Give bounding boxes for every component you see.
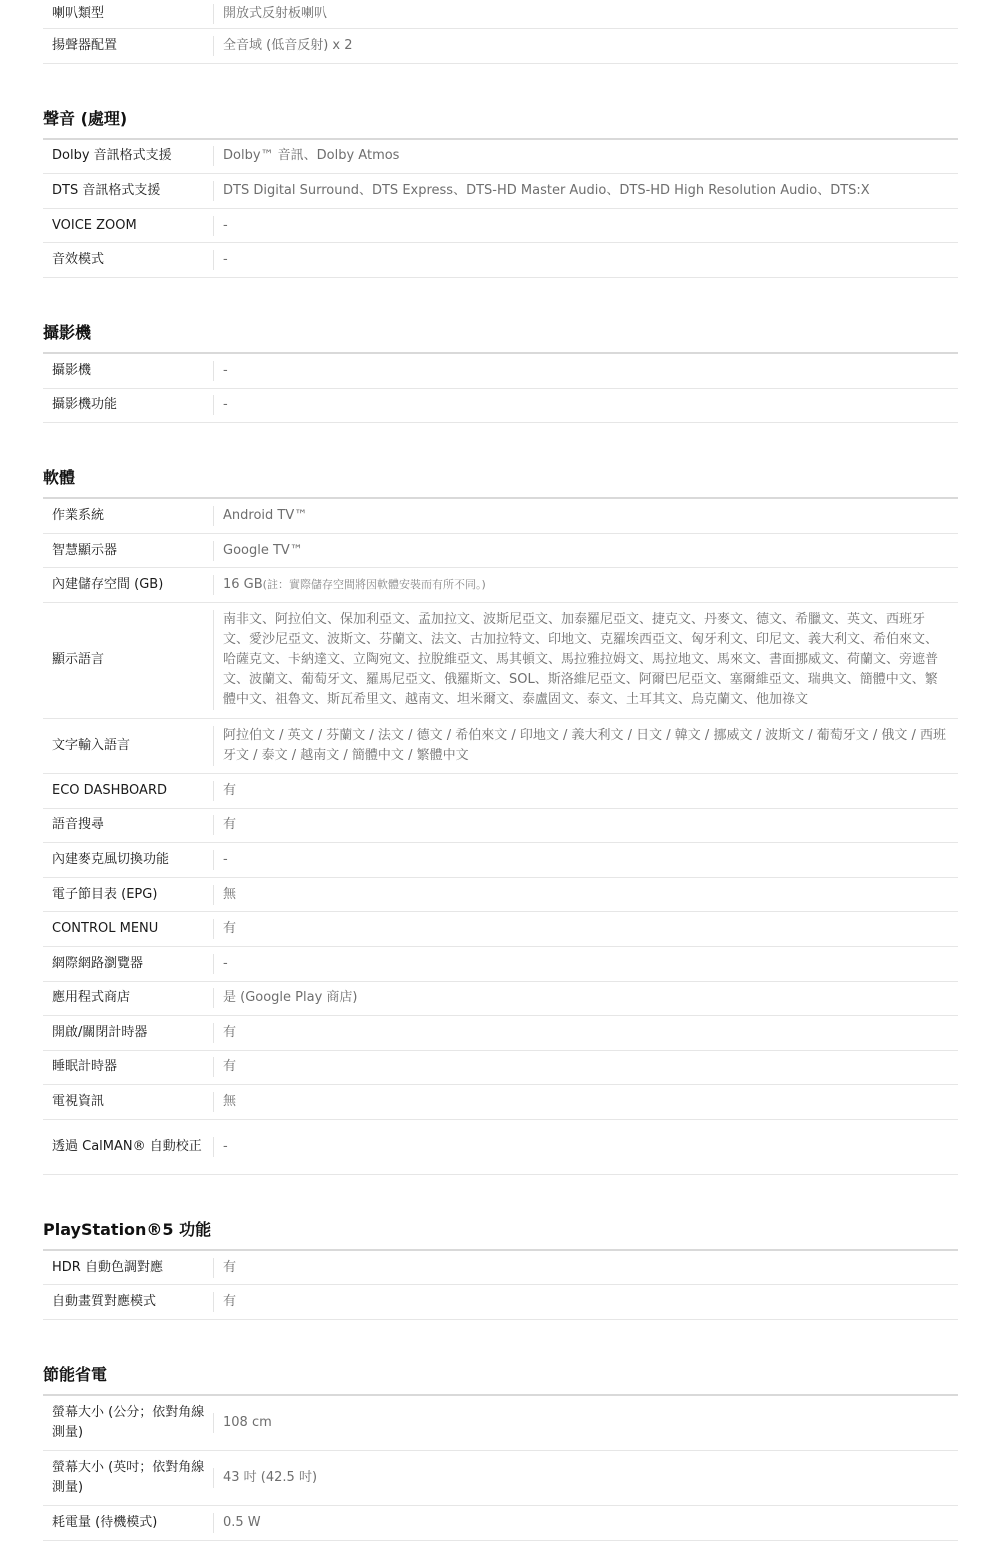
energy-section (43, 1356, 958, 1541)
spec-value: DTS Digital Surround、DTS Express、DTS-HD Master Audio、DTS-HD High Resolution Audio、DTS:X (213, 181, 958, 201)
spec-row (43, 209, 958, 244)
spec-row (43, 878, 958, 913)
spec-value: 無 (213, 885, 958, 905)
storage-note: (註：實際儲存空間將因軟體安裝而有所不同。) (262, 578, 486, 592)
spec-label: 揚聲器配置 (52, 37, 118, 53)
spec-value: 是 (Google Play 商店) (213, 988, 958, 1008)
spec-row (43, 568, 958, 603)
spec-label: Dolby 音訊格式支援 (52, 148, 172, 164)
spec-label: 睡眠計時器 (52, 1059, 118, 1075)
spec-value: 有 (213, 815, 958, 835)
spec-label: 攝影機功能 (52, 397, 118, 413)
spec-label: 內建儲存空間 (GB) (52, 577, 164, 593)
spec-label: 耗電量 (待機模式) (52, 1514, 158, 1530)
spec-row (43, 1251, 958, 1286)
section-title: PlayStation®5 功能 (43, 1219, 212, 1239)
spec-label: VOICE ZOOM (52, 217, 137, 233)
spec-value: 阿拉伯文 / 英文 / 芬蘭文 / 法文 / 德文 / 希伯來文 / 印地文 / 義大利文 / 日文 / 韓文 / 挪威文 / 波斯文 / 葡萄牙文 / 俄文 / 西班牙文 / 泰文 / 越南文 / 簡體中文 / 繁體中文 (213, 726, 958, 766)
spec-row (43, 1016, 958, 1051)
spec-value: 108 cm (213, 1413, 958, 1433)
spec-row (43, 499, 958, 534)
spec-value: 有 (213, 781, 958, 801)
spec-label: 開啟/關閉計時器 (52, 1024, 148, 1040)
spec-label: 內建麥克風切換功能 (52, 851, 170, 867)
spec-label: CONTROL MENU (52, 921, 159, 937)
spec-row (43, 29, 958, 64)
spec-row (43, 389, 958, 424)
spec-content (43, 0, 958, 1541)
software-table (43, 497, 958, 1175)
spec-value: 開放式反射板喇叭 (213, 4, 958, 24)
spec-row (43, 1396, 958, 1451)
spec-label: 攝影機 (52, 362, 92, 378)
spec-label: DTS 音訊格式支援 (52, 182, 161, 198)
spec-label: 作業系統 (52, 507, 105, 523)
spec-row (43, 0, 958, 29)
spec-label: 顯示語言 (52, 652, 105, 668)
spec-row (43, 243, 958, 278)
spec-value: - (213, 361, 958, 381)
spec-label: 透過 CalMAN® 自動校正 (52, 1138, 202, 1154)
spec-label: 喇叭類型 (52, 6, 105, 21)
spec-value (213, 575, 958, 595)
spec-label: 自動畫質對應模式 (52, 1294, 157, 1310)
spec-label: 語音搜尋 (52, 817, 105, 833)
spec-row (43, 1120, 958, 1175)
spec-value: 有 (213, 1057, 958, 1077)
spec-value: - (213, 250, 958, 270)
camera-section (43, 314, 958, 423)
spec-value: 0.5 W (213, 1513, 958, 1533)
spec-row (43, 1451, 958, 1506)
spec-row (43, 843, 958, 878)
spec-value: - (213, 216, 958, 236)
storage-value: 16 GB (223, 577, 263, 593)
section-title: 節能省電 (43, 1365, 108, 1385)
spec-label: 應用程式商店 (52, 990, 131, 1006)
sound-table (43, 138, 958, 278)
spec-label: ECO DASHBOARD (52, 782, 167, 798)
spec-label: 螢幕大小 (英吋；依對角線測量) (52, 1460, 205, 1496)
spec-label: 螢幕大小 (公分；依對角線測量) (52, 1405, 205, 1441)
spec-label: 文字輸入語言 (52, 737, 131, 753)
sound-section (43, 100, 958, 278)
spec-row (43, 534, 958, 569)
spec-value: Google TV™ (213, 541, 958, 561)
spec-row (43, 1285, 958, 1320)
software-section (43, 459, 958, 1175)
spec-value: 南非文、阿拉伯文、保加利亞文、孟加拉文、波斯尼亞文、加泰羅尼亞文、捷克文、丹麥文、德文、希臘文、英文、西班牙文、愛沙尼亞文、波斯文、芬蘭文、法文、古加拉特文、印地文、克羅埃西亞文、匈牙利文、印尼文、義大利文、希伯來文、哈薩克文、卡納達文、立陶宛文、拉脫維亞文、馬其頓文、馬拉雅拉姆文、馬拉地文、馬來文、書面挪威文、荷蘭文、旁遮普文、波蘭文、葡萄牙文、羅馬尼亞文、俄羅斯文、SOL、斯洛維尼亞文、阿爾巴尼亞文、塞爾維亞文、瑞典文、簡體中文、繁體中文、祖魯文、斯瓦希里文、越南文、坦米爾文、泰盧固文、泰文、土耳其文、烏克蘭文、他加祿文 (213, 610, 958, 710)
spec-label: 智慧顯示器 (52, 542, 118, 558)
section-title: 聲音 (處理) (43, 108, 128, 128)
spec-row (43, 140, 958, 175)
spec-value: - (213, 850, 958, 870)
section-title: 軟體 (43, 468, 76, 488)
spec-row (43, 174, 958, 209)
speaker-table (43, 0, 958, 64)
spec-value: - (213, 954, 958, 974)
spec-value: 有 (213, 1023, 958, 1043)
spec-label: 音效模式 (52, 252, 105, 268)
spec-row (43, 809, 958, 844)
spec-row (43, 912, 958, 947)
spec-value: 有 (213, 1292, 958, 1312)
spec-row (43, 719, 958, 774)
section-title: 攝影機 (43, 322, 92, 342)
spec-value: - (213, 395, 958, 415)
spec-row (43, 982, 958, 1017)
spec-label: 電視資訊 (52, 1094, 105, 1110)
ps5-section (43, 1211, 958, 1320)
spec-value: Dolby™ 音訊、Dolby Atmos (213, 146, 958, 166)
energy-table (43, 1394, 958, 1541)
ps5-table (43, 1249, 958, 1320)
spec-row (43, 947, 958, 982)
spec-value: Android TV™ (213, 506, 958, 526)
spec-value: 全音域 (低音反射) x 2 (213, 36, 958, 56)
spec-value: 無 (213, 1092, 958, 1112)
spec-label: HDR 自動色調對應 (52, 1259, 163, 1275)
spec-row (43, 1051, 958, 1086)
camera-table (43, 352, 958, 423)
spec-row (43, 1085, 958, 1120)
spec-value: - (213, 1137, 958, 1157)
spec-label: 網際網路瀏覽器 (52, 955, 144, 971)
spec-value: 有 (213, 919, 958, 939)
spec-value: 43 吋 (42.5 吋) (213, 1468, 958, 1488)
spec-row (43, 1506, 958, 1541)
spec-label: 電子節目表 (EPG) (52, 886, 158, 902)
spec-row (43, 603, 958, 719)
spec-row (43, 774, 958, 809)
spec-row (43, 354, 958, 389)
spec-value: 有 (213, 1258, 958, 1278)
